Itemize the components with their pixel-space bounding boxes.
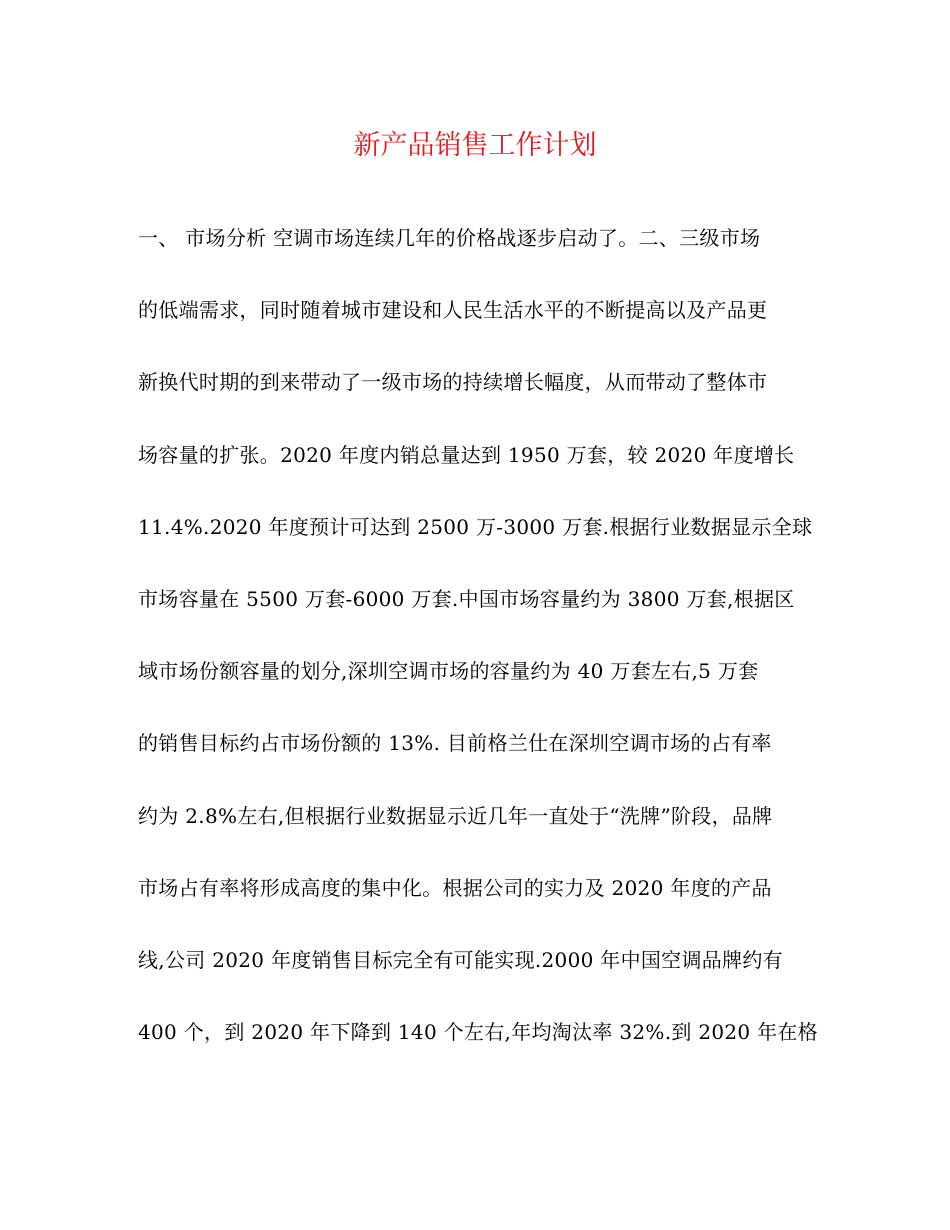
body-line: 的低端需求，同时随着城市建设和人民生活水平的不断提高以及产品更 [138, 298, 768, 323]
body-line: 约为 2.8%左右,但根据行业数据显示近几年一直处于“洗牌”阶段，品牌 [138, 803, 773, 828]
body-line: 的销售目标约占市场份额的 13%. 目前格兰仕在深圳空调市场的占有率 [138, 731, 772, 756]
body-line: 11.4%.2020 年度预计可达到 2500 万-3000 万套.根据行业数据显示全球 [138, 514, 813, 539]
body-line: 新换代时期的到来带动了一级市场的持续增长幅度，从而带动了整体市 [138, 370, 768, 395]
body-line: 一、 市场分析 空调市场连续几年的价格战逐步启动了。二、三级市场 [138, 226, 761, 250]
body-line: 场容量的扩张。2020 年度内销总量达到 1950 万套，较 2020 年度增长 [138, 442, 795, 467]
body-line: 线,公司 2020 年度销售目标完全有可能实现.2000 年中国空调品牌约有 [138, 947, 783, 972]
body-line: 域市场份额容量的划分,深圳空调市场的容量约为 40 万套左右,5 万套 [138, 659, 759, 684]
body-line: 市场容量在 5500 万套-6000 万套.中国市场容量约为 3800 万套,根据区 [138, 586, 795, 611]
document-body [138, 218, 828, 1084]
body-line: 市场占有率将形成高度的集中化。根据公司的实力及 2020 年度的产品 [138, 875, 772, 900]
body-line: 400 个，到 2020 年下降到 140 个左右,年均淘汰率 32%.到 2020 年在格 [138, 1020, 818, 1045]
document-title: 新产品销售工作计划 [353, 130, 597, 161]
